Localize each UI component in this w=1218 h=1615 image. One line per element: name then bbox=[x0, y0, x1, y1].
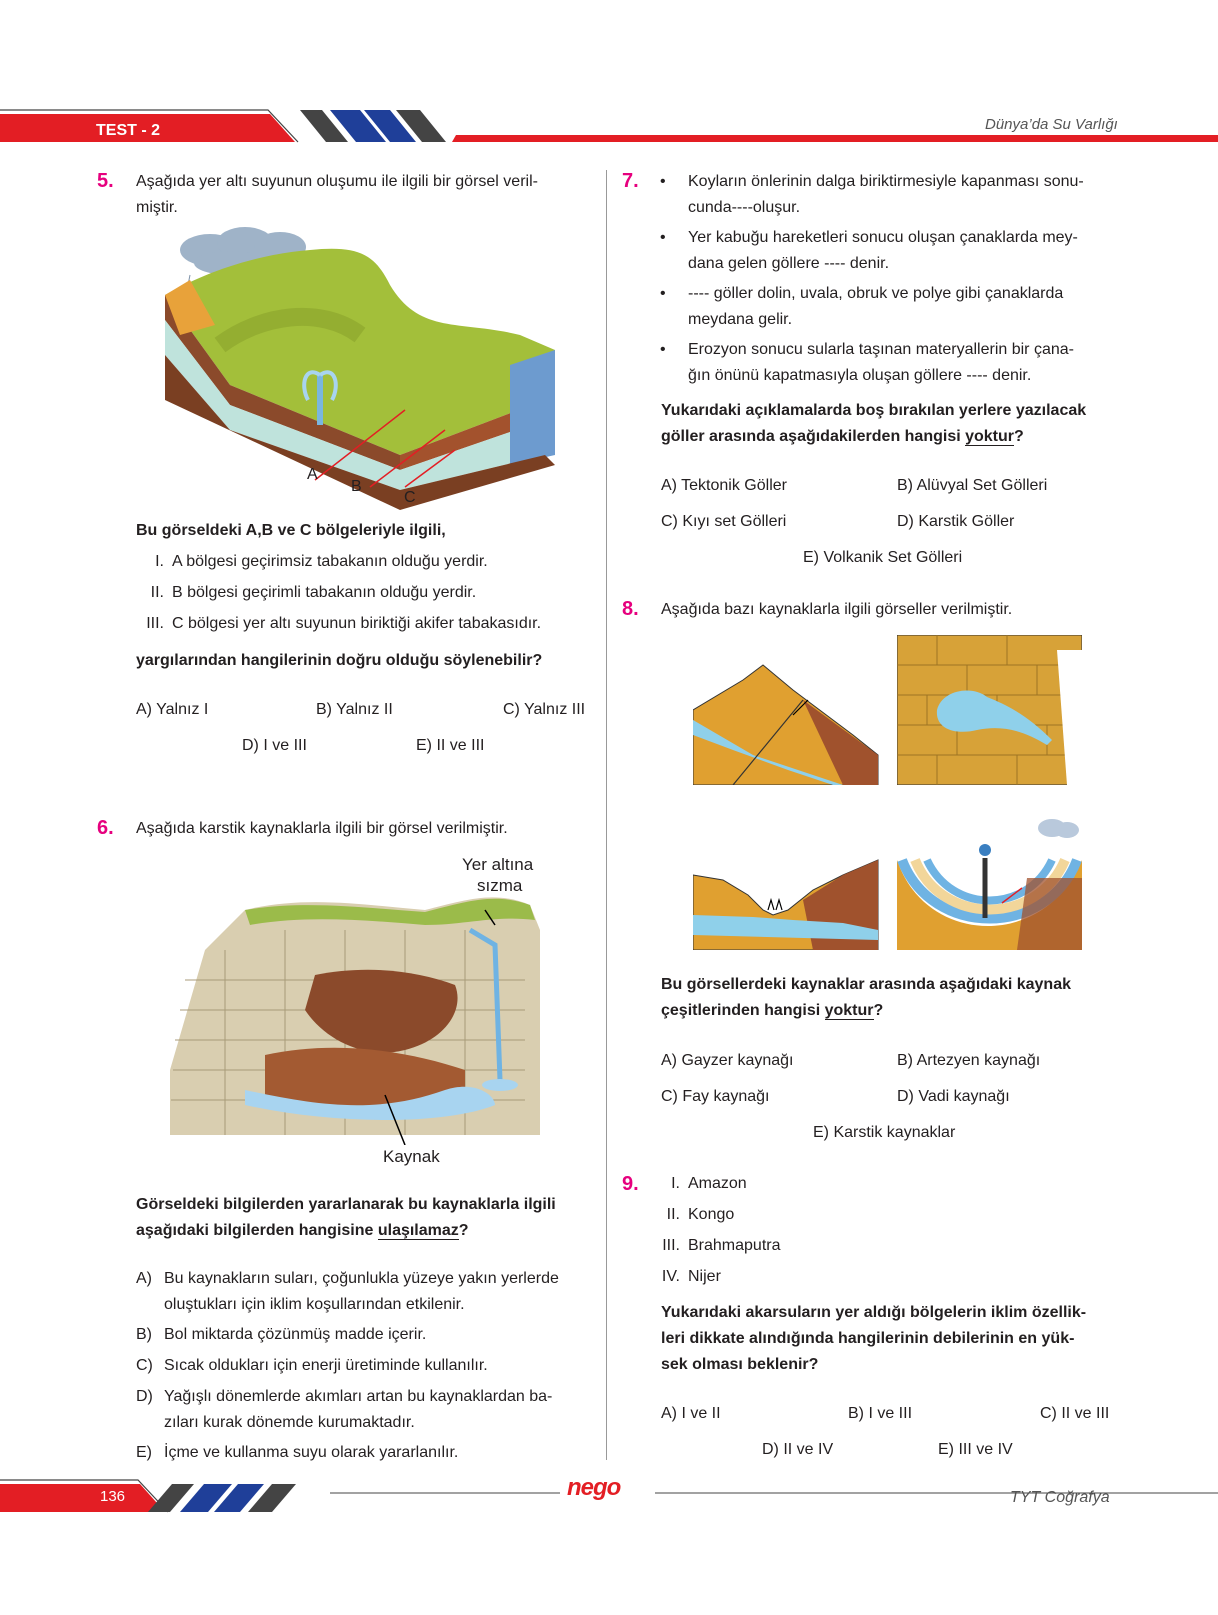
question-5-item-2: II. B bölgesi geçirimli tabakanın olduğu yerdir. bbox=[150, 584, 477, 601]
q7-bullet-1: • Koyların önlerinin dalga biriktirmesiyle kapanması sonu- cunda----oluşur. bbox=[660, 173, 1084, 216]
question-9-question: Yukarıdaki akarsuların yer aldığı bölgelerin iklim özellik- leri dikkate alındığında hangilerinin debilerinin en yük- sek olması beklenir? bbox=[661, 1304, 1087, 1373]
q7-option-a[interactable]: A) Tektonik Göller bbox=[661, 477, 787, 494]
question-8-number: 8. bbox=[622, 598, 639, 620]
question-6-intro: Aşağıda karstik kaynaklarla ilgili bir görsel verilmiştir. bbox=[136, 820, 508, 837]
q6-option-a[interactable]: A) Bu kaynakların suları, çoğunlukla yüzeye yakın yerlerde oluştukları için iklim koşullarından etkilenir. bbox=[136, 1270, 559, 1313]
q8-option-e[interactable]: E) Karstik kaynaklar bbox=[813, 1124, 956, 1141]
q5-option-e[interactable]: E) II ve III bbox=[416, 737, 485, 754]
question-8-question: Bu görsellerdeki kaynaklar arasında aşağıdaki kaynak çeşitlerinden hangisi yoktur? bbox=[661, 976, 1071, 1019]
q5-option-b[interactable]: B) Yalnız II bbox=[316, 701, 393, 718]
q9-option-a[interactable]: A) I ve II bbox=[661, 1405, 721, 1422]
q7-option-c[interactable]: C) Kıyı set Gölleri bbox=[661, 513, 787, 530]
question-7-number: 7. bbox=[622, 170, 639, 192]
q6-option-d[interactable]: D) Yağışlı dönemlerde akımları artan bu kaynaklardan ba- zıları kurak dönemde kurumaktadır. bbox=[136, 1388, 553, 1431]
question-6-question: Görseldeki bilgilerden yararlanarak bu kaynaklarla ilgili aşağıdaki bilgilerden hangisine ulaşılamaz? bbox=[136, 1196, 556, 1239]
test-label: TEST - 2 bbox=[96, 122, 161, 139]
question-8-intro: Aşağıda bazı kaynaklarla ilgili görseller verilmiştir. bbox=[661, 601, 1013, 618]
question-6-number: 6. bbox=[97, 817, 114, 839]
question-9-item-1: I. Amazon bbox=[671, 1175, 747, 1192]
q9-option-c[interactable]: C) II ve III bbox=[1040, 1405, 1110, 1422]
q7-bullet-3: • ---- göller dolin, uvala, obruk ve polye gibi çanaklarda meydana gelir. bbox=[660, 285, 1064, 328]
nego-logo: nego bbox=[567, 1474, 621, 1501]
q7-bullet-4: • Erozyon sonucu sularla taşınan materyallerin bir çana- ğın önünü kapatmasıyla oluşan göllere ---- denir. bbox=[660, 341, 1074, 384]
q5-option-c[interactable]: C) Yalnız III bbox=[503, 701, 586, 718]
label-b: B bbox=[351, 478, 362, 495]
question-7-question: Yukarıdaki açıklamalarda boş bırakılan yerlere yazılacak göller arasında aşağıdakilerden hangisi yoktur? bbox=[661, 402, 1087, 445]
question-5-stem: Bu görseldeki A,B ve C bölgeleriyle ilgili, bbox=[136, 522, 446, 539]
q7-bullet-2: • Yer kabuğu hareketleri sonucu oluşan çanaklarda mey- dana gelen göllere ---- denir. bbox=[660, 229, 1078, 272]
question-5-number: 5. bbox=[97, 170, 114, 192]
question-9-item-3: III. Brahmaputra bbox=[662, 1237, 781, 1254]
q6-option-e[interactable]: E) İçme ve kullanma suyu olarak yararlanılır. bbox=[136, 1444, 459, 1461]
label-kaynak: Kaynak bbox=[383, 1147, 440, 1166]
fault-spring-figure bbox=[693, 660, 883, 785]
label-c: C bbox=[404, 489, 416, 506]
q6-option-b[interactable]: B) Bol miktarda çözünmüş madde içerir. bbox=[136, 1326, 427, 1343]
question-5-intro: Aşağıda yer altı suyunun oluşumu ile ilgili bir görsel veril- miştir. bbox=[136, 173, 538, 216]
page-number: 136 bbox=[100, 1488, 126, 1505]
q8-option-c[interactable]: C) Fay kaynağı bbox=[661, 1088, 770, 1105]
artesian-spring-figure bbox=[897, 818, 1082, 950]
valley-spring-figure bbox=[693, 855, 883, 950]
q6-option-c[interactable]: C) Sıcak oldukları için enerji üretiminde kullanılır. bbox=[136, 1357, 488, 1374]
q9-option-b[interactable]: B) I ve III bbox=[848, 1405, 913, 1422]
question-5-item-3: III. C bölgesi yer altı suyunun biriktiği akifer tabakasıdır. bbox=[146, 615, 542, 632]
question-9-number: 9. bbox=[622, 1173, 639, 1195]
q8-option-d[interactable]: D) Vadi kaynağı bbox=[897, 1088, 1010, 1105]
karstic-cave-diagram bbox=[165, 890, 545, 1145]
question-9-item-4: IV. Nijer bbox=[661, 1268, 721, 1285]
q7-option-b[interactable]: B) Alüvyal Set Gölleri bbox=[897, 477, 1048, 494]
label-yer-altina: Yer altına bbox=[462, 855, 534, 874]
q5-option-a[interactable]: A) Yalnız I bbox=[136, 701, 209, 718]
q8-option-a[interactable]: A) Gayzer kaynağı bbox=[661, 1052, 794, 1069]
q7-option-d[interactable]: D) Karstik Göller bbox=[897, 513, 1015, 530]
q9-option-e[interactable]: E) III ve IV bbox=[938, 1441, 1013, 1458]
column-divider bbox=[606, 170, 607, 1460]
groundwater-diagram bbox=[160, 225, 560, 510]
question-5-question: yargılarından hangilerinin doğru olduğu söylenebilir? bbox=[136, 652, 543, 669]
q8-option-b[interactable]: B) Artezyen kaynağı bbox=[897, 1052, 1041, 1069]
q7-option-e[interactable]: E) Volkanik Set Gölleri bbox=[803, 549, 963, 566]
topic-title: Dünya’da Su Varlığı bbox=[985, 116, 1118, 133]
book-title: TYT Coğrafya bbox=[1010, 1489, 1110, 1506]
label-sizma: sızma bbox=[477, 876, 523, 895]
q9-option-d[interactable]: D) II ve IV bbox=[762, 1441, 834, 1458]
question-9-item-2: II. Kongo bbox=[666, 1206, 735, 1223]
label-a: A bbox=[307, 466, 318, 483]
karstic-spring-figure bbox=[897, 635, 1082, 785]
question-5-item-1: I. A bölgesi geçirimsiz tabakanın olduğu yerdir. bbox=[155, 553, 488, 570]
q5-option-d[interactable]: D) I ve III bbox=[242, 737, 307, 754]
